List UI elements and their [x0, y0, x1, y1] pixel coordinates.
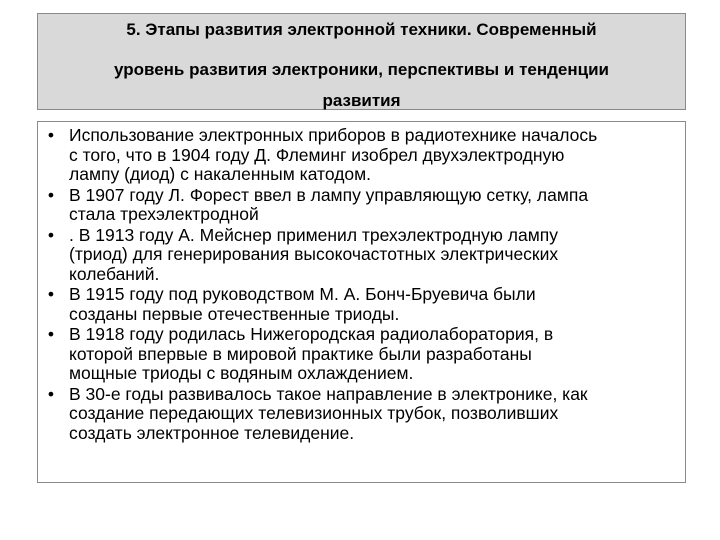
slide-title-line-3: развития: [322, 91, 401, 110]
bullet-line: В 1907 году Л. Форест ввел в лампу управляющую сетку, лампа: [69, 184, 589, 205]
bullet-line: В 30-е годы развивалось такое направление в электронике, как: [69, 383, 588, 404]
bullet-item-3: [38, 226, 685, 285]
slide-content-box: [37, 121, 686, 483]
bullet-line: (триод) для генерирования высокочастотных электрических: [69, 244, 559, 264]
slide-title-line-2: уровень развития электроники, перспективы и тенденции: [113, 60, 609, 79]
bullet-marker: •: [47, 224, 55, 245]
bullet-line: В 1915 году под руководством М. А. Бонч-Бруевича были: [69, 284, 536, 304]
bullet-marker: •: [47, 324, 55, 344]
bullet-line: мощные триоды с водяным охлаждением.: [69, 363, 414, 383]
bullet-line: создание передающих телевизионных трубок, позволивших: [69, 403, 559, 423]
bullet-line: . В 1913 году А. Мейснер применил трехэлектродную лампу: [69, 224, 559, 245]
bullet-line: колебаний.: [69, 263, 160, 284]
bullet-line: Использование электронных приборов в радиотехнике началось: [69, 125, 598, 145]
bullet-marker: •: [47, 284, 55, 304]
bullet-line: с того, что в 1904 году Д. Флеминг изобрел двухэлектродную: [69, 144, 565, 165]
bullet-item-6: [38, 385, 685, 444]
bullet-line: стала трехэлектродной: [69, 204, 259, 224]
bullet-item-4: [38, 285, 685, 324]
bullet-item-1: [38, 126, 685, 185]
bullet-list: [38, 126, 685, 444]
bullet-marker: •: [47, 383, 55, 404]
bullet-line: создать электронное телевидение.: [69, 422, 355, 443]
slide-title-line-1: 5. Этапы развития электронной техники. Современный: [126, 20, 597, 39]
bullet-item-2: [38, 186, 685, 225]
bullet-line: лампу (диод) с накаленным катодом.: [69, 164, 372, 184]
bullet-item-5: [38, 325, 685, 384]
bullet-line: которой впервые в мировой практике были разработаны: [69, 343, 532, 364]
bullet-marker: •: [47, 184, 55, 205]
slide-title-box: [37, 13, 686, 110]
bullet-marker: •: [47, 125, 55, 145]
bullet-line: созданы первые отечественные триоды.: [69, 303, 400, 324]
bullet-line: В 1918 году родилась Нижегородская радиолаборатория, в: [69, 324, 554, 344]
